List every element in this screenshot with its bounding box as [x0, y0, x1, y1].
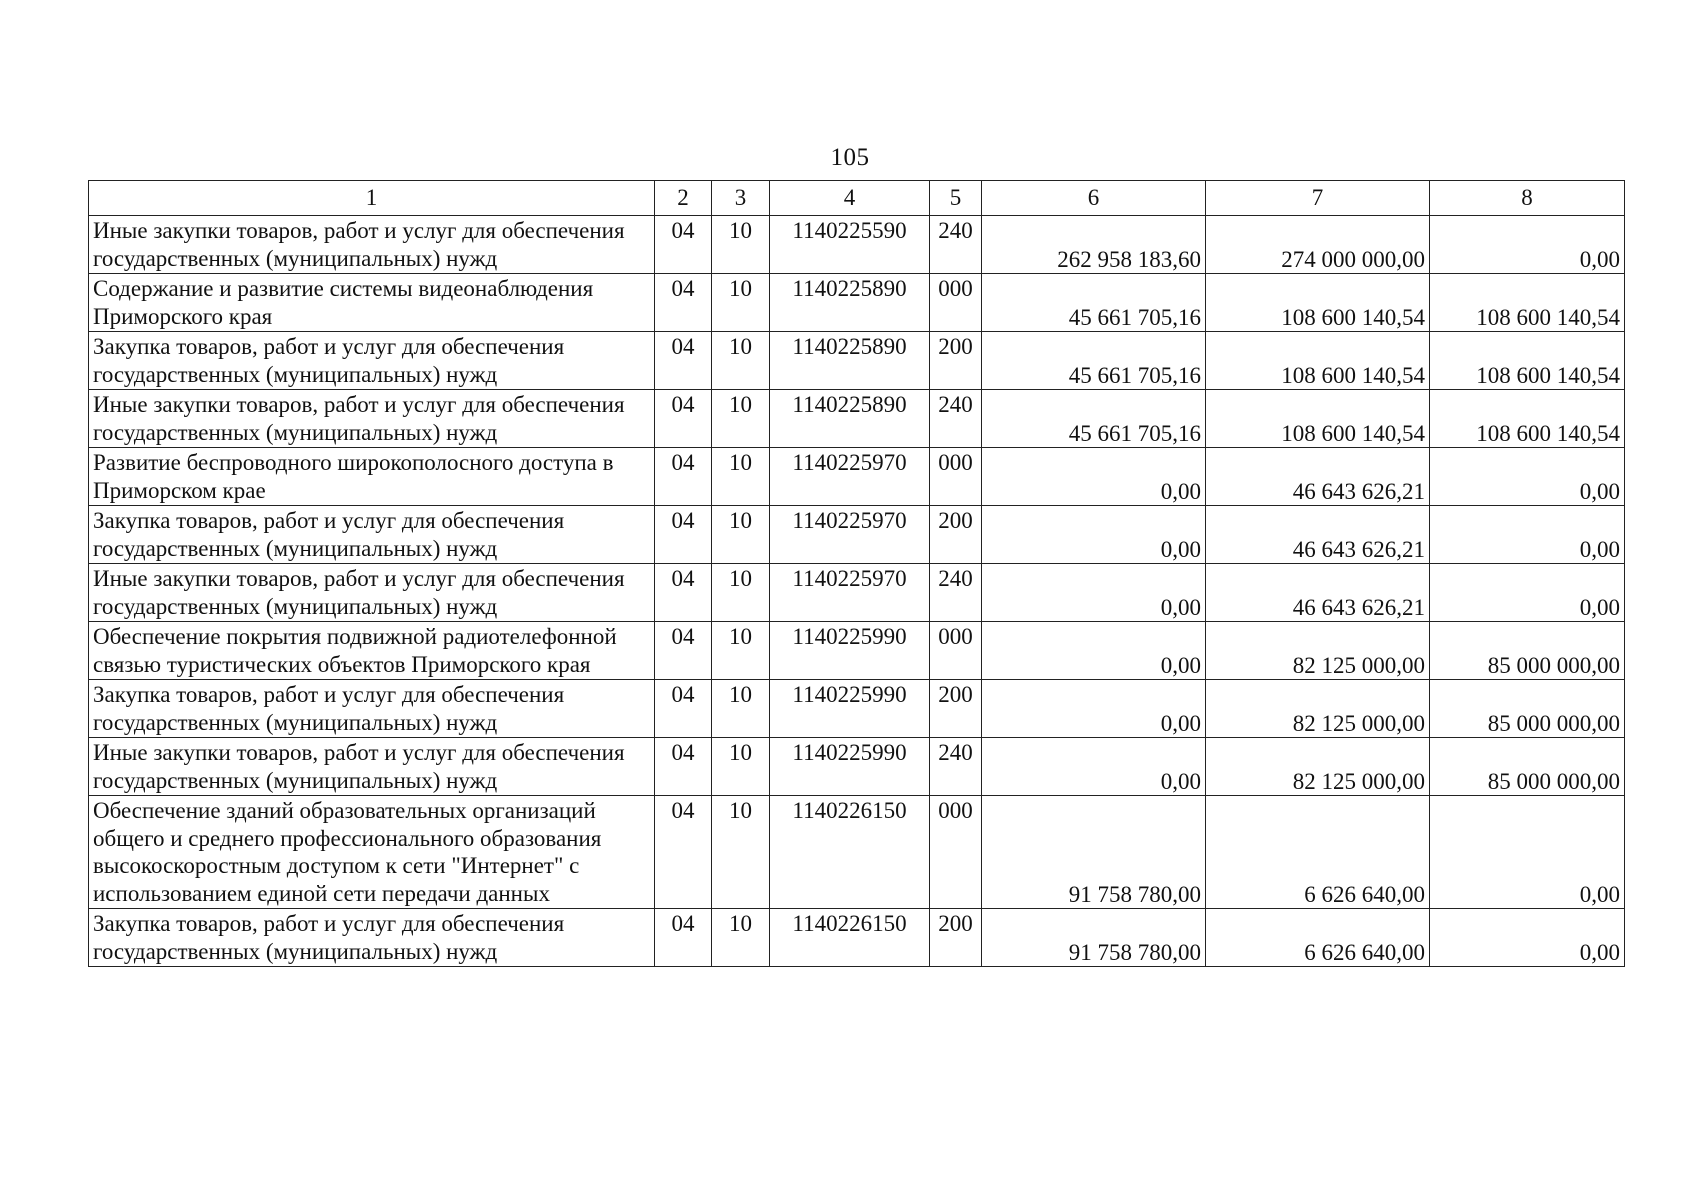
subsection-code: 10	[712, 274, 770, 332]
subsection-code: 10	[712, 390, 770, 448]
amount-column-7: 108 600 140,54	[1206, 390, 1430, 448]
table-row	[89, 909, 1625, 967]
amount-column-8: 0,00	[1430, 796, 1625, 909]
expense-type-code: 000	[930, 622, 982, 680]
subsection-code: 10	[712, 564, 770, 622]
section-code: 04	[655, 564, 712, 622]
amount-column-8: 85 000 000,00	[1430, 622, 1625, 680]
subsection-code: 10	[712, 909, 770, 967]
target-code: 1140226150	[770, 796, 930, 909]
column-header: 6	[982, 181, 1206, 216]
table-row	[89, 796, 1625, 909]
amount-column-8: 108 600 140,54	[1430, 390, 1625, 448]
expense-type-code: 200	[930, 909, 982, 967]
header-row	[89, 181, 1625, 216]
amount-column-8: 85 000 000,00	[1430, 680, 1625, 738]
amount-column-7: 274 000 000,00	[1206, 216, 1430, 274]
budget-table	[88, 180, 1625, 967]
amount-column-7: 82 125 000,00	[1206, 680, 1430, 738]
target-code: 1140226150	[770, 909, 930, 967]
table-row	[89, 390, 1625, 448]
section-code: 04	[655, 216, 712, 274]
subsection-code: 10	[712, 332, 770, 390]
page-number: 105	[830, 144, 870, 171]
amount-column-6: 0,00	[982, 448, 1206, 506]
row-name: Содержание и развитие системы видеонаблюдения Приморского края	[89, 274, 655, 332]
row-name: Иные закупки товаров, работ и услуг для обеспечения государственных (муниципальных) нужд	[89, 390, 655, 448]
table-row	[89, 332, 1625, 390]
column-header: 2	[655, 181, 712, 216]
table-row	[89, 216, 1625, 274]
amount-column-8: 0,00	[1430, 506, 1625, 564]
amount-column-8: 0,00	[1430, 909, 1625, 967]
subsection-code: 10	[712, 680, 770, 738]
column-header: 7	[1206, 181, 1430, 216]
subsection-code: 10	[712, 738, 770, 796]
amount-column-6: 91 758 780,00	[982, 909, 1206, 967]
target-code: 1140225970	[770, 506, 930, 564]
column-header: 5	[930, 181, 982, 216]
amount-column-6: 91 758 780,00	[982, 796, 1206, 909]
row-name: Иные закупки товаров, работ и услуг для обеспечения государственных (муниципальных) нужд	[89, 738, 655, 796]
table-row	[89, 274, 1625, 332]
row-name: Обеспечение покрытия подвижной радиотелефонной связью туристических объектов Приморского края	[89, 622, 655, 680]
amount-column-7: 82 125 000,00	[1206, 738, 1430, 796]
amount-column-7: 108 600 140,54	[1206, 274, 1430, 332]
target-code: 1140225590	[770, 216, 930, 274]
amount-column-7: 6 626 640,00	[1206, 796, 1430, 909]
target-code: 1140225970	[770, 448, 930, 506]
table-row	[89, 680, 1625, 738]
target-code: 1140225990	[770, 622, 930, 680]
section-code: 04	[655, 738, 712, 796]
row-name: Закупка товаров, работ и услуг для обеспечения государственных (муниципальных) нужд	[89, 506, 655, 564]
amount-column-6: 0,00	[982, 680, 1206, 738]
expense-type-code: 000	[930, 448, 982, 506]
section-code: 04	[655, 390, 712, 448]
row-name: Закупка товаров, работ и услуг для обеспечения государственных (муниципальных) нужд	[89, 680, 655, 738]
subsection-code: 10	[712, 448, 770, 506]
target-code: 1140225890	[770, 332, 930, 390]
section-code: 04	[655, 506, 712, 564]
table-row	[89, 564, 1625, 622]
section-code: 04	[655, 680, 712, 738]
amount-column-6: 0,00	[982, 506, 1206, 564]
target-code: 1140225890	[770, 390, 930, 448]
amount-column-7: 46 643 626,21	[1206, 564, 1430, 622]
expense-type-code: 000	[930, 274, 982, 332]
amount-column-6: 45 661 705,16	[982, 332, 1206, 390]
section-code: 04	[655, 332, 712, 390]
amount-column-6: 0,00	[982, 622, 1206, 680]
section-code: 04	[655, 796, 712, 909]
amount-column-8: 108 600 140,54	[1430, 332, 1625, 390]
amount-column-8: 85 000 000,00	[1430, 738, 1625, 796]
table-header	[89, 181, 1625, 216]
table-body	[89, 216, 1625, 967]
amount-column-6: 262 958 183,60	[982, 216, 1206, 274]
expense-type-code: 200	[930, 506, 982, 564]
target-code: 1140225990	[770, 738, 930, 796]
section-code: 04	[655, 909, 712, 967]
subsection-code: 10	[712, 216, 770, 274]
expense-type-code: 240	[930, 564, 982, 622]
expense-type-code: 200	[930, 680, 982, 738]
amount-column-6: 0,00	[982, 564, 1206, 622]
expense-type-code: 240	[930, 216, 982, 274]
amount-column-8: 108 600 140,54	[1430, 274, 1625, 332]
amount-column-8: 0,00	[1430, 448, 1625, 506]
expense-type-code: 000	[930, 796, 982, 909]
amount-column-6: 45 661 705,16	[982, 274, 1206, 332]
subsection-code: 10	[712, 506, 770, 564]
row-name: Обеспечение зданий образовательных организаций общего и среднего профессионального образования высокоскоростным доступом к сети "Интернет" с использованием единой сети передачи данных	[89, 796, 655, 909]
table-row	[89, 506, 1625, 564]
amount-column-7: 6 626 640,00	[1206, 909, 1430, 967]
column-header: 1	[89, 181, 655, 216]
amount-column-8: 0,00	[1430, 216, 1625, 274]
amount-column-7: 46 643 626,21	[1206, 448, 1430, 506]
row-name: Развитие беспроводного широкополосного доступа в Приморском крае	[89, 448, 655, 506]
table-row	[89, 738, 1625, 796]
expense-type-code: 200	[930, 332, 982, 390]
section-code: 04	[655, 448, 712, 506]
table-row	[89, 622, 1625, 680]
row-name: Иные закупки товаров, работ и услуг для обеспечения государственных (муниципальных) нужд	[89, 564, 655, 622]
expense-type-code: 240	[930, 390, 982, 448]
amount-column-6: 45 661 705,16	[982, 390, 1206, 448]
row-name: Закупка товаров, работ и услуг для обеспечения государственных (муниципальных) нужд	[89, 909, 655, 967]
subsection-code: 10	[712, 622, 770, 680]
section-code: 04	[655, 274, 712, 332]
amount-column-8: 0,00	[1430, 564, 1625, 622]
expense-type-code: 240	[930, 738, 982, 796]
column-header: 4	[770, 181, 930, 216]
target-code: 1140225890	[770, 274, 930, 332]
amount-column-7: 82 125 000,00	[1206, 622, 1430, 680]
column-header: 3	[712, 181, 770, 216]
target-code: 1140225990	[770, 680, 930, 738]
row-name: Закупка товаров, работ и услуг для обеспечения государственных (муниципальных) нужд	[89, 332, 655, 390]
amount-column-7: 108 600 140,54	[1206, 332, 1430, 390]
amount-column-6: 0,00	[982, 738, 1206, 796]
row-name: Иные закупки товаров, работ и услуг для обеспечения государственных (муниципальных) нужд	[89, 216, 655, 274]
column-header: 8	[1430, 181, 1625, 216]
table-row	[89, 448, 1625, 506]
section-code: 04	[655, 622, 712, 680]
target-code: 1140225970	[770, 564, 930, 622]
subsection-code: 10	[712, 796, 770, 909]
amount-column-7: 46 643 626,21	[1206, 506, 1430, 564]
